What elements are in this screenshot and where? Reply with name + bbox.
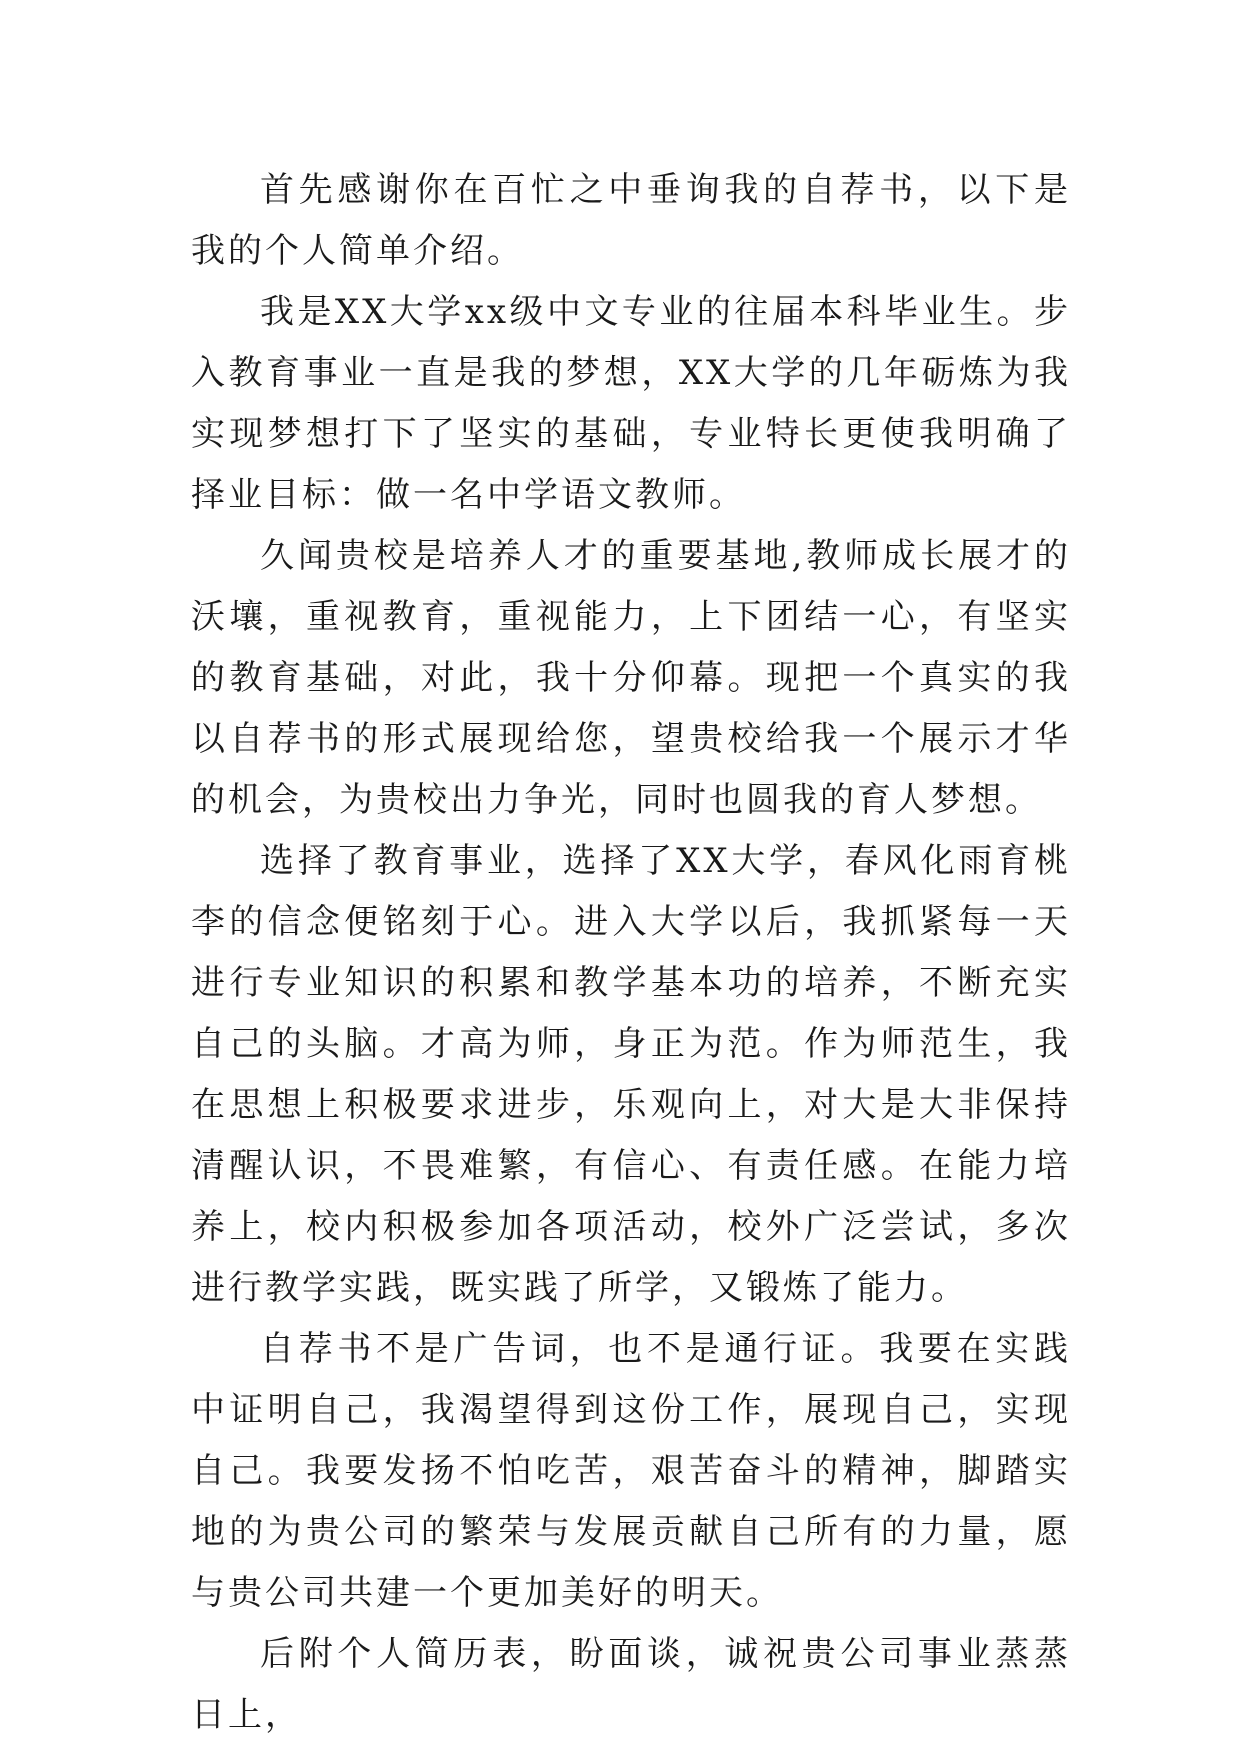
- paragraph-2: 我是XX大学xx级中文专业的往届本科毕业生。步入教育事业一直是我的梦想，XX大学的几年砺炼为我实现梦想打下了坚实的基础，专业特长更使我明确了择业目标：做一名中学语文教师。: [191, 292, 1071, 515]
- paragraph-1: 首先感谢你在百忙之中垂询我的自荐书，以下是我的个人简单介绍。: [191, 170, 1071, 271]
- paragraph-5: 自荐书不是广告词，也不是通行证。我要在实践中证明自己，我渴望得到这份工作，展现自己，实现自己。我要发扬不怕吃苦，艰苦奋斗的精神，脚踏实地的为贵公司的繁荣与发展贡献自己所有的力量，愿与贵公司共建一个更加美好的明天。: [191, 1329, 1071, 1613]
- paragraph-6: 后附个人简历表，盼面谈，诚祝贵公司事业蒸蒸日上，: [191, 1634, 1071, 1735]
- letter-body: [191, 160, 1071, 1746]
- paragraph-4: 选择了教育事业，选择了XX大学，春风化雨育桃李的信念便铭刻于心。进入大学以后，我抓紧每一天进行专业知识的积累和教学基本功的培养，不断充实自己的头脑。才高为师，身正为范。作为师范生，我在思想上积极要求进步，乐观向上，对大是大非保持清醒认识，不畏难繁，有信心、有责任感。在能力培养上，校内积极参加各项活动，校外广泛尝试，多次进行教学实践，既实践了所学，又锻炼了能力。: [191, 841, 1071, 1308]
- paragraph-3: 久闻贵校是培养人才的重要基地,教师成长展才的沃壤，重视教育，重视能力，上下团结一心，有坚实的教育基础，对此，我十分仰幕。现把一个真实的我以自荐书的形式展现给您，望贵校给我一个展示才华的机会，为贵校出力争光，同时也圆我的育人梦想。: [191, 536, 1071, 820]
